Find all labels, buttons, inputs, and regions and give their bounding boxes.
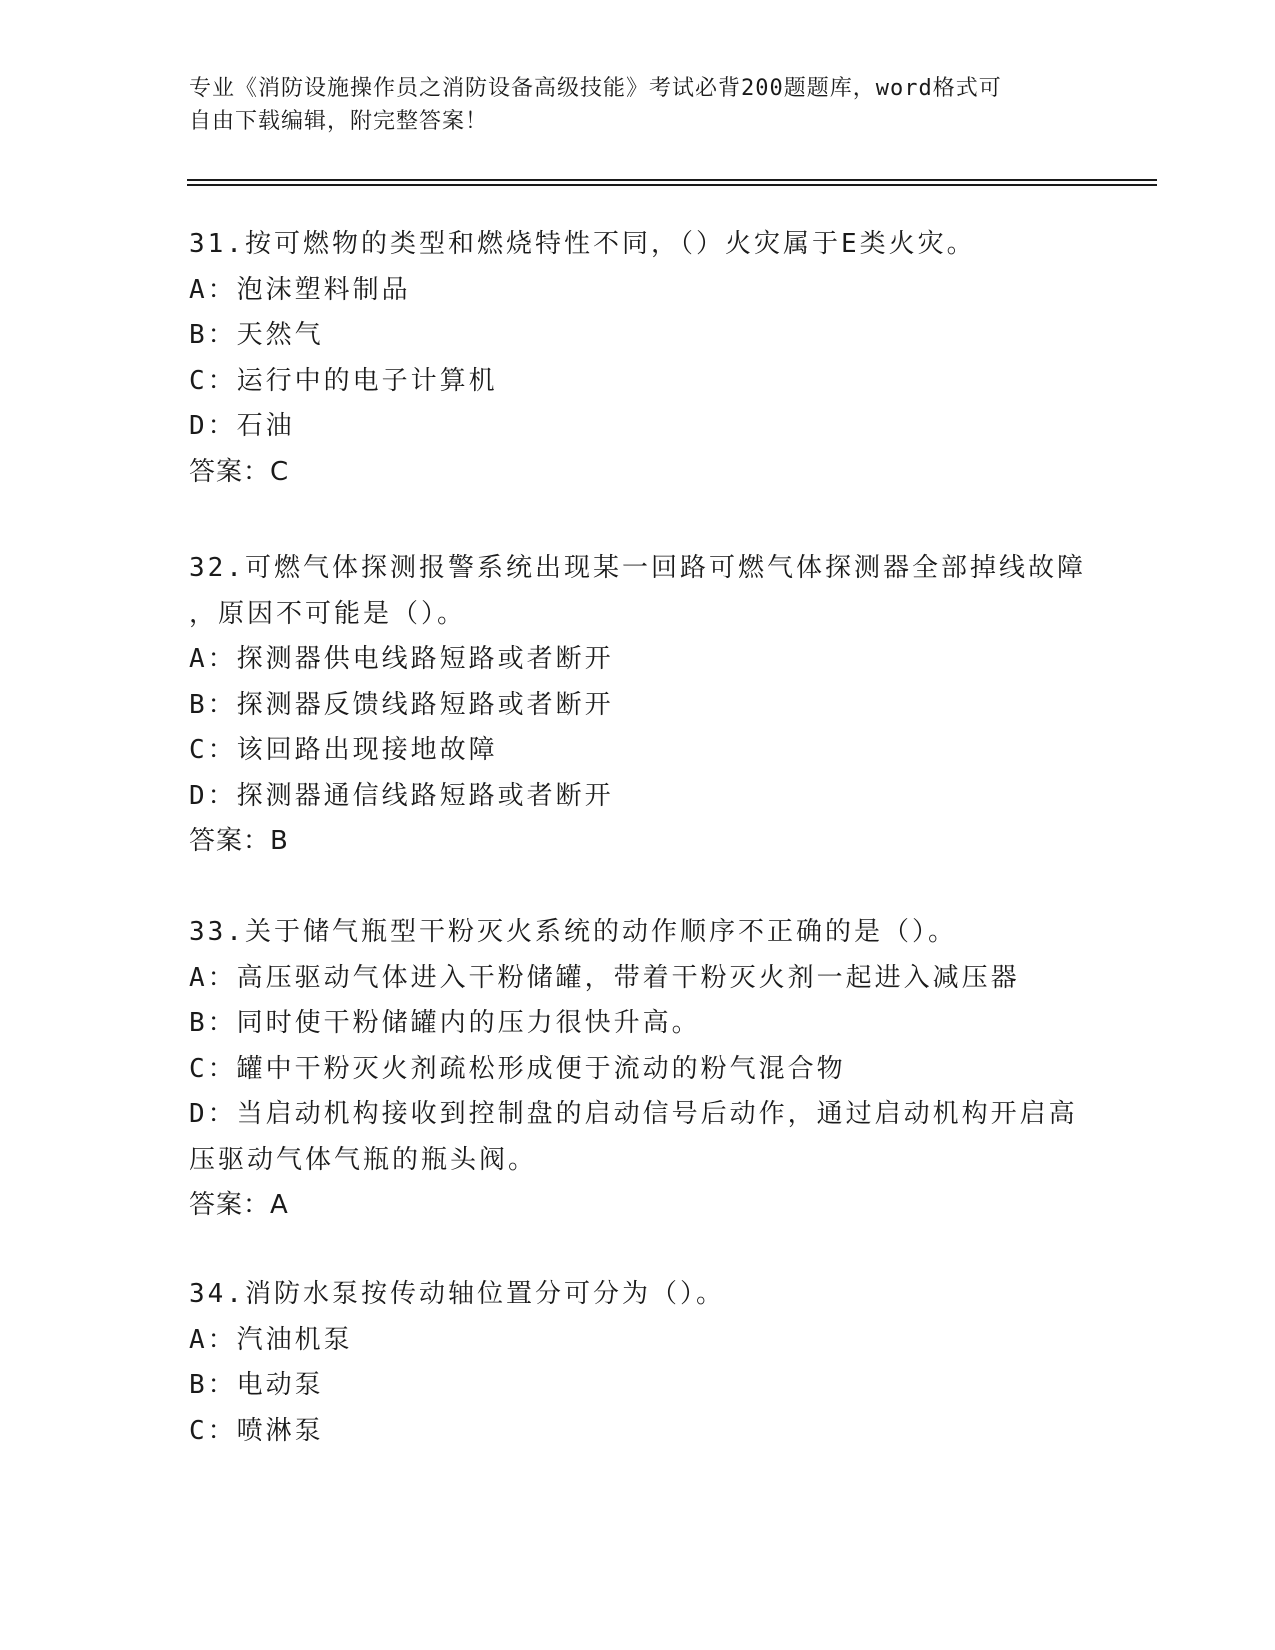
option-d: D：当启动机构接收到控制盘的启动信号后动作，通过启动机构开启高 bbox=[189, 1099, 1078, 1129]
question-stem: 31.按可燃物的类型和燃烧特性不同，（）火灾属于E类火灾。 bbox=[189, 229, 976, 259]
option-c: C：该回路出现接地故障 bbox=[189, 735, 498, 765]
option-a: A：泡沫塑料制品 bbox=[189, 274, 411, 305]
option-a: A：高压驱动气体进入干粉储罐，带着干粉灭火剂一起进入减压器 bbox=[189, 962, 1020, 993]
question-stem: 32.可燃气体探测报警系统出现某一回路可燃气体探测器全部掉线故障 bbox=[189, 553, 1086, 583]
question-stem: 34.消防水泵按传动轴位置分可分为（）。 bbox=[189, 1279, 725, 1309]
header-line-2: 自由下载编辑，附完整答案！ bbox=[189, 109, 489, 134]
question-32 bbox=[189, 546, 1089, 865]
option-d-continued: 压驱动气体气瓶的瓶头阀。 bbox=[189, 1144, 538, 1175]
option-d: D：探测器通信线路短路或者断开 bbox=[189, 780, 614, 811]
document-header bbox=[189, 72, 1089, 138]
option-d: D：石油 bbox=[189, 411, 295, 441]
answer-label: 答案：B bbox=[189, 826, 289, 856]
option-a: A：探测器供电线路短路或者断开 bbox=[189, 644, 614, 674]
header-line-1: 专业《消防设施操作员之消防设备高级技能》考试必背200题题库，word格式可 bbox=[189, 76, 1002, 101]
option-b: B：同时使干粉储罐内的压力很快升高。 bbox=[189, 1008, 701, 1038]
question-31 bbox=[189, 222, 1089, 495]
question-stem: 33.关于储气瓶型干粉灭火系统的动作顺序不正确的是（）。 bbox=[189, 917, 957, 947]
answer-label: 答案：A bbox=[189, 1190, 289, 1220]
question-33 bbox=[189, 910, 1089, 1229]
question-stem-continued: ，原因不可能是（）。 bbox=[189, 598, 467, 629]
option-c: C：罐中干粉灭火剂疏松形成便于流动的粉气混合物 bbox=[189, 1053, 846, 1084]
header-divider-top bbox=[187, 179, 1157, 181]
answer-label: 答案：C bbox=[189, 456, 290, 487]
header-divider-bottom bbox=[187, 184, 1157, 186]
option-b: B：探测器反馈线路短路或者断开 bbox=[189, 689, 614, 720]
question-34 bbox=[189, 1272, 1089, 1454]
option-b: B：电动泵 bbox=[189, 1370, 324, 1400]
option-c: C：运行中的电子计算机 bbox=[189, 365, 498, 396]
option-c: C：喷淋泵 bbox=[189, 1415, 324, 1446]
option-a: A：汽油机泵 bbox=[189, 1324, 353, 1355]
option-b: B：天然气 bbox=[189, 320, 324, 350]
